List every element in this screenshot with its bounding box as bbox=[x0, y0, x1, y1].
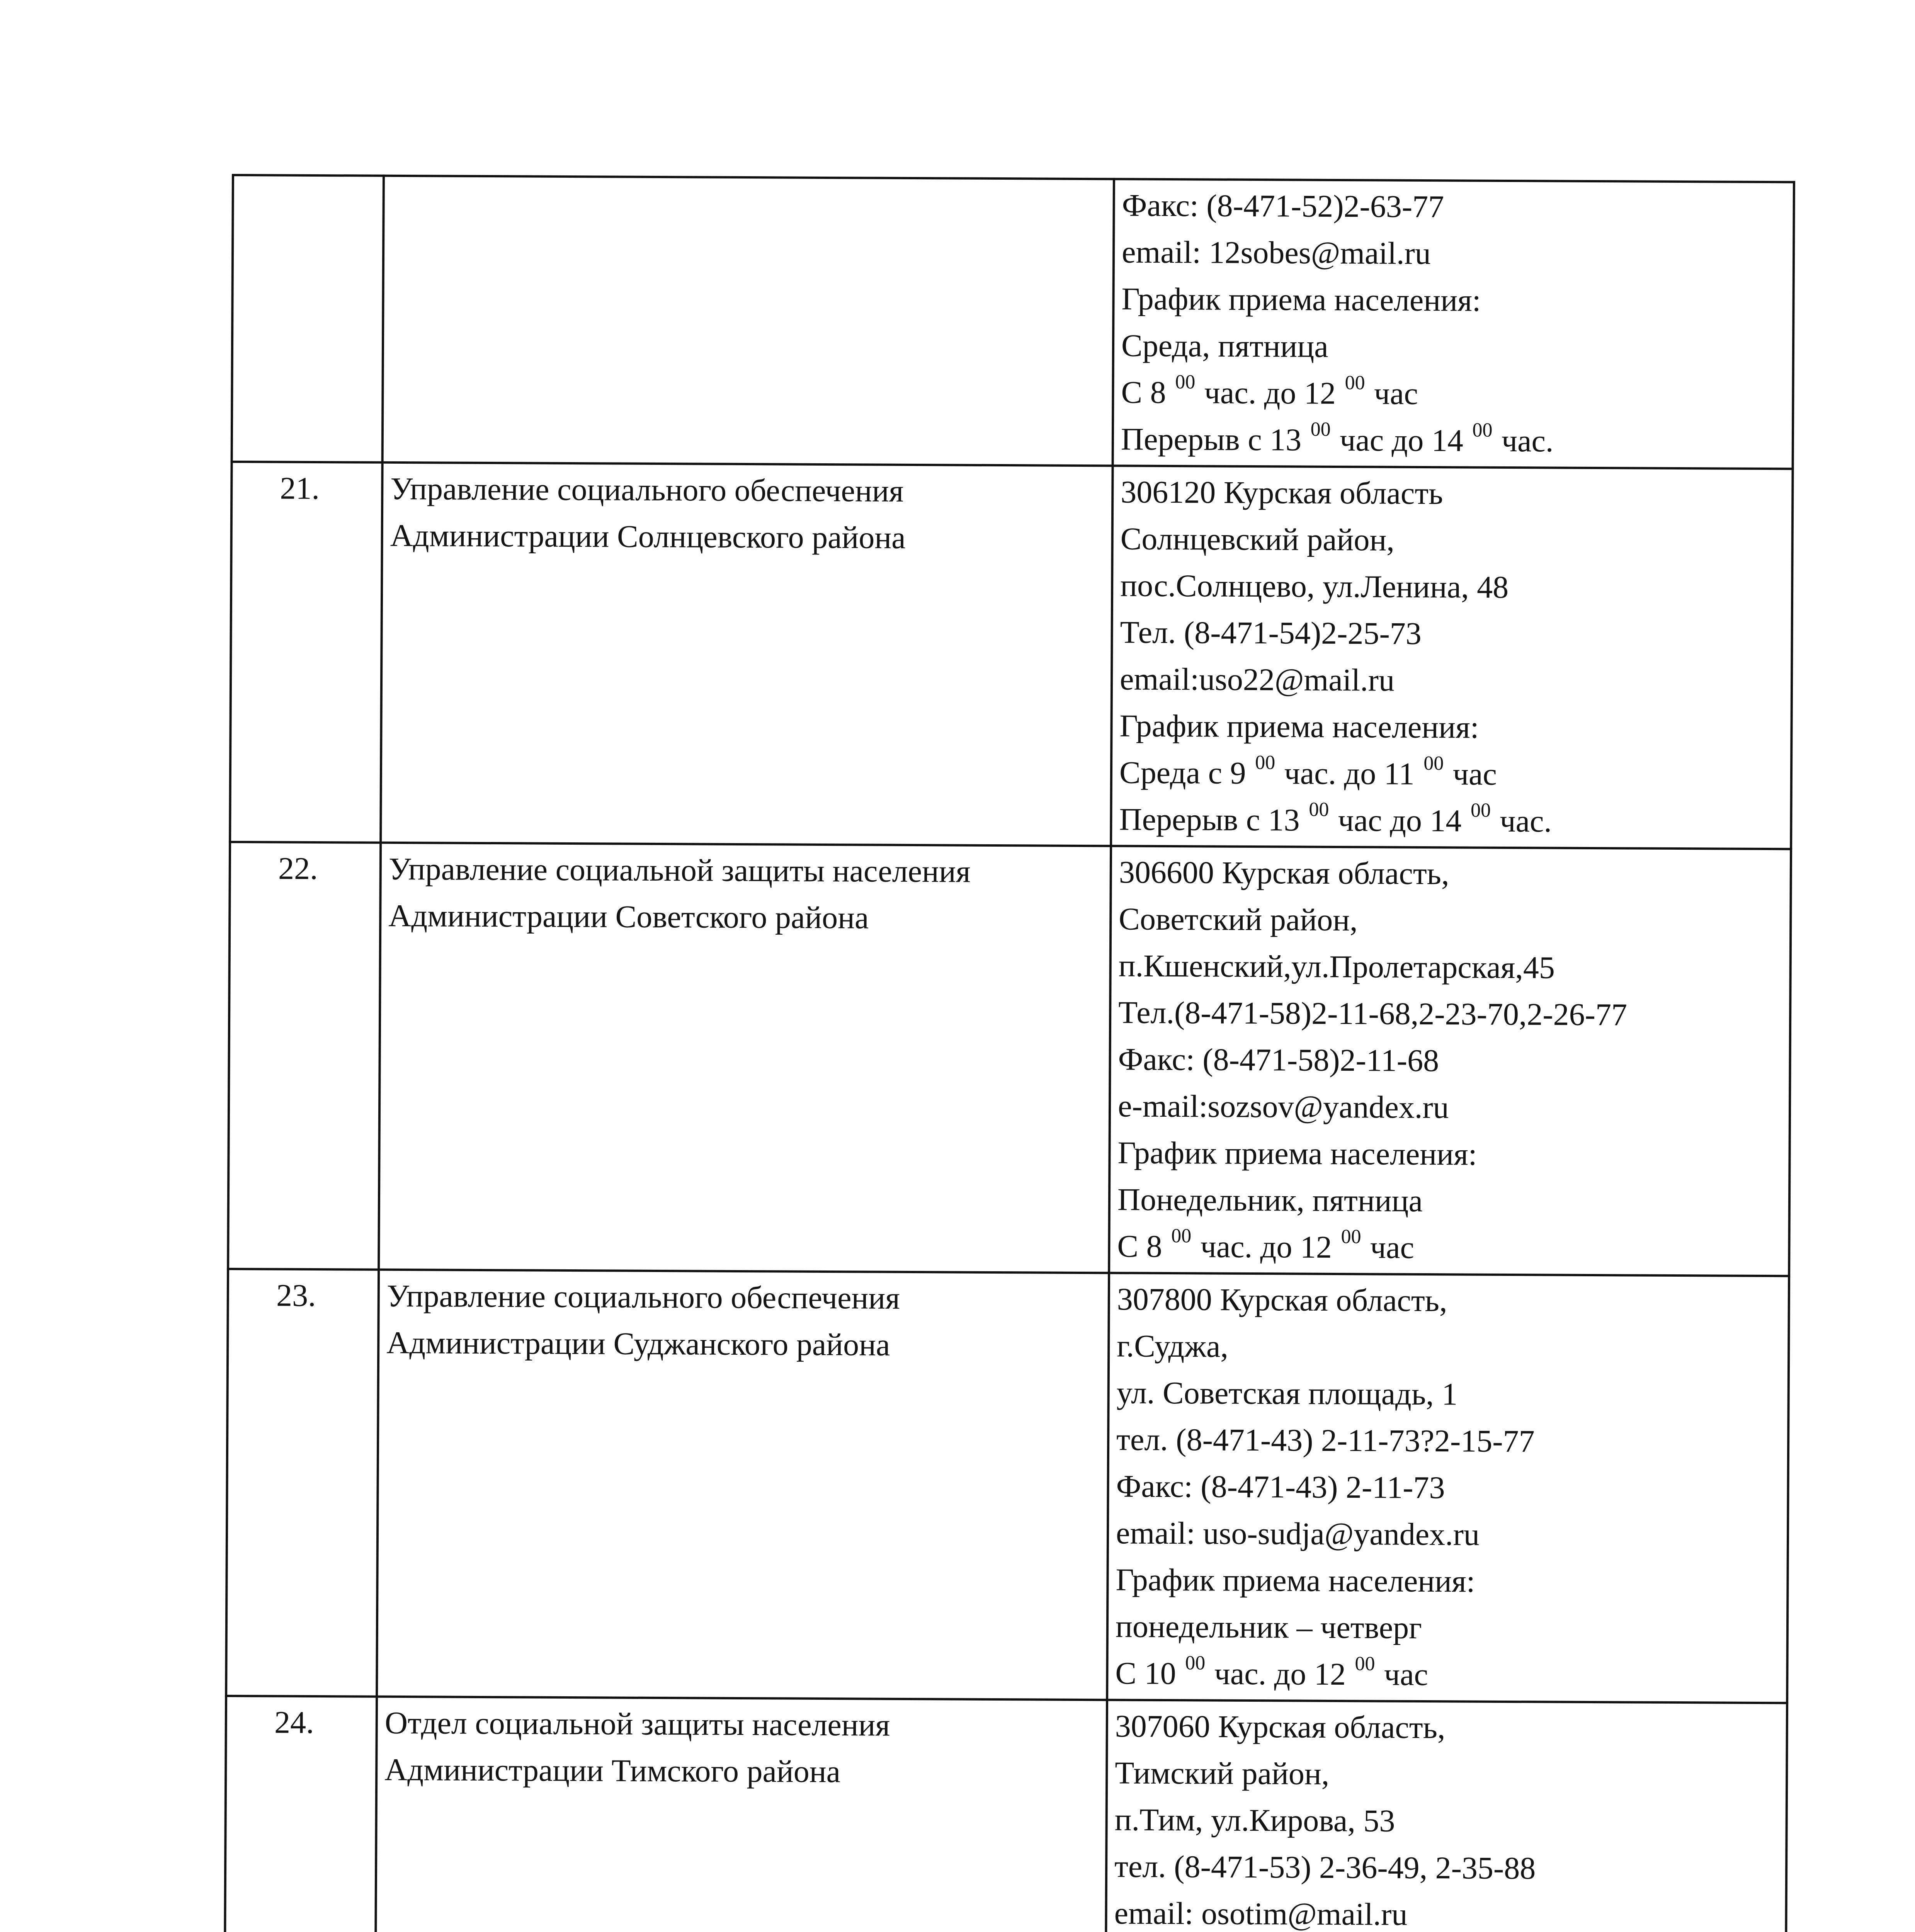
contact-line: Тел.(8-471-58)2-11-68,2-23-70,2-26-77 bbox=[1118, 995, 1628, 1032]
contact-line: email: uso-sudja@yandex.ru bbox=[1116, 1515, 1480, 1552]
table-row bbox=[232, 175, 1794, 469]
contact-text: час bbox=[1366, 376, 1418, 411]
time-superscript: 00 bbox=[1309, 798, 1329, 821]
contact-line bbox=[1121, 369, 1785, 418]
contact-line: 307800 Курская область, bbox=[1117, 1281, 1447, 1318]
contact-text: час. до 12 bbox=[1192, 1229, 1340, 1265]
contact-text: Среда с 9 bbox=[1119, 755, 1254, 791]
contact-line: ул. Советская площадь, 1 bbox=[1116, 1375, 1458, 1412]
row-number: 21. bbox=[280, 470, 320, 506]
time-superscript: 00 bbox=[1423, 752, 1444, 775]
contact-line: Факс: (8-471-43) 2-11-73 bbox=[1116, 1468, 1445, 1505]
contact-text: час до 14 bbox=[1330, 802, 1470, 838]
time-superscript: 00 bbox=[1345, 372, 1365, 394]
organization-name-line: Администрации Суджанского района bbox=[386, 1325, 890, 1362]
contact-line: График приема населения: bbox=[1119, 708, 1479, 745]
contact-line bbox=[1121, 415, 1785, 465]
contact-line: email: 12sobes@mail.ru bbox=[1121, 234, 1431, 271]
contact-line bbox=[1115, 1650, 1779, 1699]
contact-line: e-mail:sozsov@yandex.ru bbox=[1117, 1088, 1449, 1125]
contact-line: понедельник – четверг bbox=[1115, 1609, 1422, 1646]
contact-line: email:uso22@mail.ru bbox=[1119, 661, 1395, 698]
contact-line: Факс: (8-471-52)2-63-77 bbox=[1122, 187, 1444, 224]
contact-line: г.Суджа, bbox=[1117, 1328, 1229, 1364]
contact-line: График приема населения: bbox=[1121, 281, 1481, 318]
organization-name-line: Отдел социальной защиты населения bbox=[384, 1705, 890, 1743]
contact-line: График приема населения: bbox=[1117, 1135, 1477, 1172]
contact-line: п.Тим, ул.Кирова, 53 bbox=[1114, 1802, 1395, 1838]
contact-text: час. bbox=[1492, 803, 1552, 839]
contact-line bbox=[1119, 749, 1784, 799]
row-number-cell bbox=[226, 1269, 379, 1697]
time-superscript: 00 bbox=[1355, 1653, 1375, 1675]
contact-info-cell bbox=[1109, 846, 1791, 1276]
table-row bbox=[226, 1269, 1789, 1703]
contact-text: час. до 12 bbox=[1196, 375, 1344, 411]
row-number-cell bbox=[228, 842, 381, 1270]
time-superscript: 00 bbox=[1310, 418, 1331, 440]
contact-text: Перерыв с 13 bbox=[1119, 801, 1308, 838]
table-row bbox=[224, 1696, 1787, 1932]
time-superscript: 00 bbox=[1472, 419, 1493, 441]
contact-text: час до 14 bbox=[1332, 422, 1471, 458]
row-number: 23. bbox=[276, 1277, 316, 1313]
contact-line: Факс: (8-471-58)2-11-68 bbox=[1118, 1041, 1439, 1078]
time-superscript: 00 bbox=[1171, 1225, 1192, 1247]
contact-line: Среда, пятница bbox=[1121, 328, 1328, 364]
contact-info-cell bbox=[1105, 1700, 1787, 1932]
organization-name-line: Администрации Солнцевского района bbox=[390, 517, 906, 555]
contact-text: час. до 11 bbox=[1276, 755, 1423, 791]
organization-name-cell bbox=[375, 1697, 1107, 1932]
contact-text: час bbox=[1376, 1656, 1429, 1692]
contact-info-cell bbox=[1111, 466, 1793, 849]
time-superscript: 00 bbox=[1341, 1226, 1361, 1248]
contact-line: Тел. (8-471-54)2-25-73 bbox=[1120, 614, 1422, 651]
contact-text: час bbox=[1445, 756, 1497, 792]
offices-table bbox=[221, 174, 1795, 1932]
organization-name-line: Управление социального обеспечения bbox=[386, 1278, 900, 1316]
contact-text: Перерыв с 13 bbox=[1121, 421, 1310, 457]
contact-line: График приема населения: bbox=[1116, 1562, 1475, 1599]
contact-text: С 8 bbox=[1121, 374, 1174, 410]
organization-name-line: Управление социального обеспечения bbox=[390, 471, 904, 509]
contact-line: тел. (8-471-43) 2-11-73?2-15-77 bbox=[1116, 1422, 1535, 1459]
contact-text: час. bbox=[1493, 423, 1554, 459]
row-number-cell bbox=[224, 1696, 377, 1932]
contact-line: 306120 Курская область bbox=[1121, 474, 1443, 511]
organization-name-cell bbox=[377, 1270, 1109, 1700]
contact-line bbox=[1119, 796, 1783, 845]
contact-line bbox=[1117, 1223, 1781, 1272]
table-body bbox=[222, 175, 1794, 1932]
row-number-cell bbox=[230, 462, 382, 843]
row-number: 22. bbox=[278, 850, 318, 886]
row-number-cell bbox=[232, 175, 384, 463]
time-superscript: 00 bbox=[1470, 799, 1491, 821]
contact-line: 306600 Курская область, bbox=[1119, 854, 1449, 891]
contact-line: 307060 Курская область, bbox=[1115, 1708, 1446, 1745]
contact-line: email: osotim@mail.ru bbox=[1114, 1895, 1408, 1932]
organization-name-line: Администрации Советского района bbox=[388, 898, 869, 935]
time-superscript: 00 bbox=[1255, 752, 1276, 774]
contact-text: час bbox=[1362, 1230, 1415, 1265]
contact-line: Советский район, bbox=[1119, 901, 1358, 938]
organization-name-line: Администрации Тимского района bbox=[384, 1752, 841, 1789]
contact-info-cell bbox=[1107, 1273, 1789, 1703]
contact-line: Солнцевский район, bbox=[1120, 521, 1395, 558]
organization-name-cell bbox=[381, 463, 1112, 846]
contact-line: Понедельник, пятница bbox=[1117, 1182, 1423, 1219]
contact-info-cell bbox=[1113, 179, 1794, 469]
organization-name-cell bbox=[383, 176, 1114, 466]
time-superscript: 00 bbox=[1175, 371, 1196, 393]
organization-name-line: Управление социальной защиты населения bbox=[388, 851, 971, 889]
table-row bbox=[228, 842, 1791, 1276]
contact-text: С 10 bbox=[1115, 1655, 1184, 1691]
contact-line: п.Кшенский,ул.Пролетарская,45 bbox=[1118, 948, 1555, 985]
contact-text: час. до 12 bbox=[1206, 1656, 1354, 1692]
contact-line: пос.Солнцево, ул.Ленина, 48 bbox=[1120, 568, 1509, 605]
contact-text: С 8 bbox=[1117, 1228, 1170, 1264]
time-superscript: 00 bbox=[1185, 1652, 1206, 1674]
organization-name-cell bbox=[379, 843, 1111, 1273]
row-number: 24. bbox=[274, 1704, 314, 1740]
table-row bbox=[230, 462, 1793, 849]
contact-line: тел. (8-471-53) 2-36-49, 2-35-88 bbox=[1114, 1849, 1536, 1886]
contact-line: Тимский район, bbox=[1115, 1755, 1330, 1791]
